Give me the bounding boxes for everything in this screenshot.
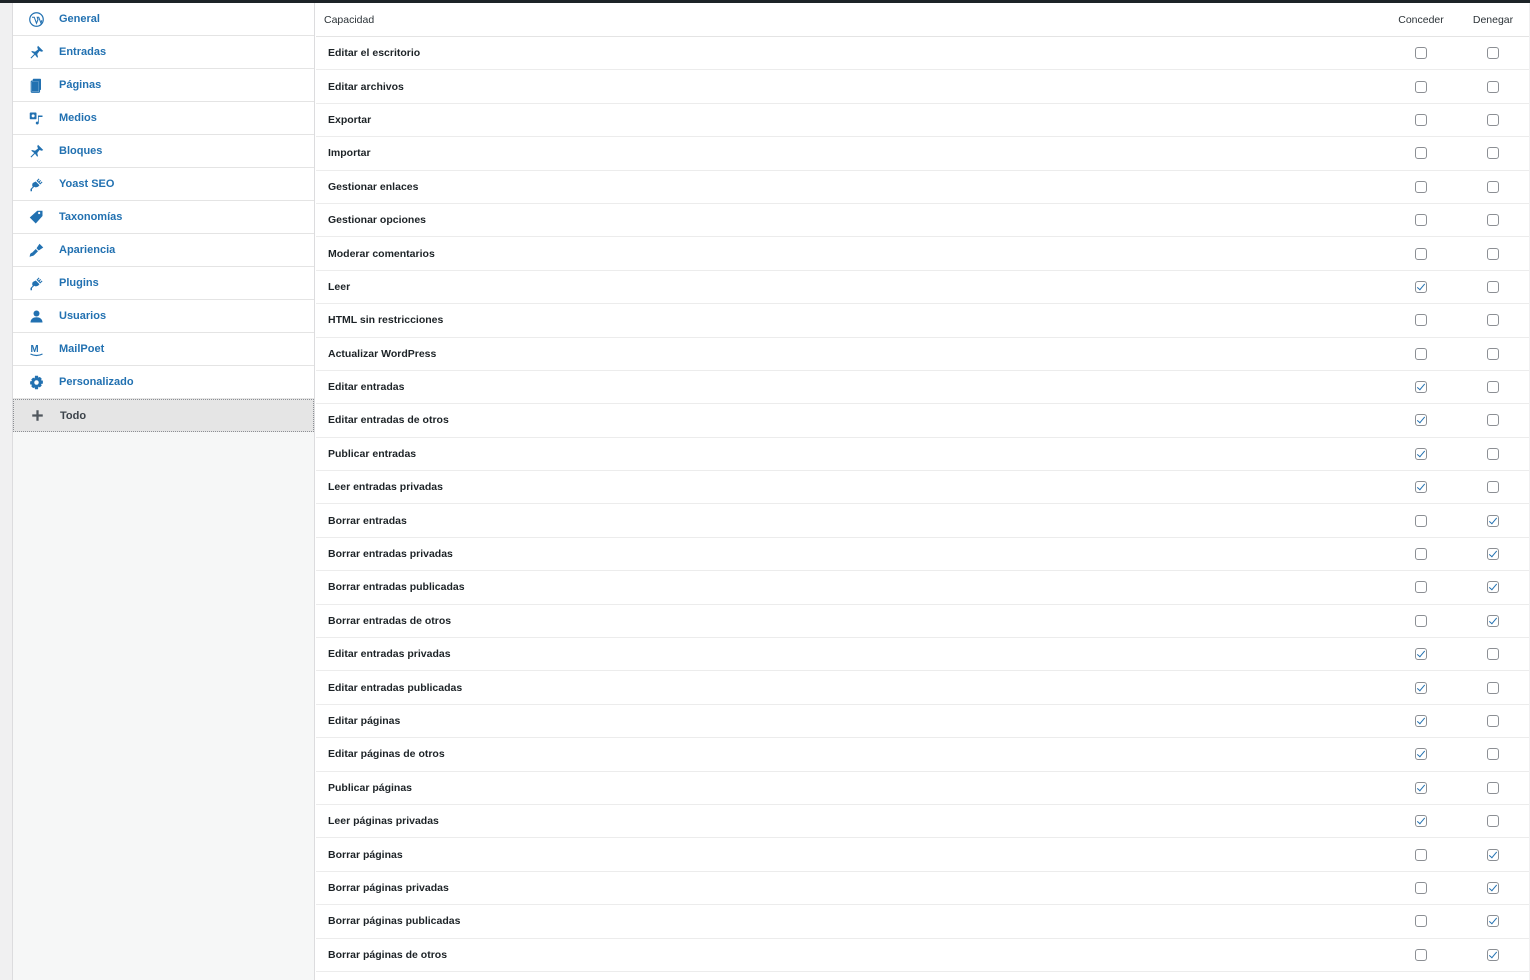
deny-checkbox[interactable] (1487, 47, 1499, 59)
deny-cell (1457, 114, 1529, 126)
deny-cell (1457, 782, 1529, 794)
plus-icon (14, 408, 60, 423)
capability-name: Editar entradas de otros (328, 414, 449, 427)
table-row (316, 237, 1529, 270)
grant-checkbox[interactable] (1415, 114, 1427, 126)
sidebar-item-label: Yoast SEO (59, 178, 115, 190)
sidebar-item-todo[interactable] (13, 399, 314, 432)
sidebar-item-label: Personalizado (59, 376, 134, 388)
capability-name: Borrar páginas publicadas (328, 915, 461, 928)
table-row (316, 171, 1529, 204)
grant-cell (1385, 147, 1457, 159)
grant-cell (1385, 314, 1457, 326)
grant-checkbox[interactable] (1415, 648, 1427, 660)
table-row (316, 705, 1529, 738)
column-header-deny: Denegar (1472, 13, 1514, 26)
sidebar-item-general[interactable] (13, 3, 314, 36)
capability-name: Editar entradas privadas (328, 648, 451, 661)
grant-checkbox[interactable] (1415, 748, 1427, 760)
grant-cell (1385, 414, 1457, 426)
grant-cell (1385, 248, 1457, 260)
pages-icon (13, 78, 59, 93)
capability-name: Actualizar WordPress (328, 347, 437, 360)
capability-groups-sidebar (13, 3, 315, 980)
grant-checkbox[interactable] (1415, 715, 1427, 727)
deny-cell (1457, 581, 1529, 593)
capability-name: Borrar entradas privadas (328, 548, 453, 561)
deny-checkbox[interactable] (1487, 915, 1499, 927)
grant-checkbox[interactable] (1415, 81, 1427, 93)
media-icon (13, 111, 59, 126)
grant-cell (1385, 81, 1457, 93)
deny-cell (1457, 214, 1529, 226)
capability-name: Borrar entradas (328, 514, 407, 527)
table-row (316, 204, 1529, 237)
capability-name: HTML sin restricciones (328, 314, 444, 327)
sidebar-item-taxonomias[interactable] (13, 201, 314, 234)
grant-checkbox[interactable] (1415, 381, 1427, 393)
deny-cell (1457, 915, 1529, 927)
capability-name: Editar entradas publicadas (328, 681, 463, 694)
grant-checkbox[interactable] (1415, 548, 1427, 560)
deny-cell (1457, 815, 1529, 827)
deny-cell (1457, 615, 1529, 627)
table-row (316, 671, 1529, 704)
grant-cell (1385, 949, 1457, 961)
deny-checkbox[interactable] (1487, 515, 1499, 527)
table-body (316, 37, 1529, 972)
sidebar-item-label: Medios (59, 112, 97, 124)
deny-cell (1457, 448, 1529, 460)
grant-checkbox[interactable] (1415, 782, 1427, 794)
capability-name: Leer páginas privadas (328, 815, 439, 828)
deny-checkbox[interactable] (1487, 81, 1499, 93)
capabilities-table (316, 3, 1529, 980)
grant-cell (1385, 849, 1457, 861)
deny-checkbox[interactable] (1487, 181, 1499, 193)
capability-name: Exportar (328, 113, 372, 126)
deny-cell (1457, 147, 1529, 159)
grant-cell (1385, 381, 1457, 393)
grant-checkbox[interactable] (1415, 414, 1427, 426)
plug-icon (13, 276, 59, 291)
capability-name: Editar entradas (328, 381, 405, 394)
table-row (316, 738, 1529, 771)
table-row (316, 471, 1529, 504)
sidebar-item-label: General (59, 13, 100, 25)
grant-cell (1385, 715, 1457, 727)
deny-cell (1457, 181, 1529, 193)
sidebar-item-mailpoet[interactable] (13, 333, 314, 366)
table-row (316, 338, 1529, 371)
sidebar-item-entradas[interactable] (13, 36, 314, 69)
tag-icon (13, 210, 59, 225)
grant-checkbox[interactable] (1415, 682, 1427, 694)
table-row (316, 905, 1529, 938)
deny-cell (1457, 348, 1529, 360)
sidebar-item-label: Bloques (59, 145, 103, 157)
table-row (316, 838, 1529, 871)
grant-checkbox[interactable] (1415, 214, 1427, 226)
deny-cell (1457, 548, 1529, 560)
table-row (316, 438, 1529, 471)
deny-checkbox[interactable] (1487, 682, 1499, 694)
grant-checkbox[interactable] (1415, 915, 1427, 927)
capability-name: Editar páginas (328, 715, 401, 727)
table-row (316, 137, 1529, 170)
sidebar-item-usuarios[interactable] (13, 300, 314, 333)
sidebar-item-label: Entradas (59, 46, 107, 58)
deny-checkbox[interactable] (1487, 715, 1499, 727)
deny-checkbox[interactable] (1487, 114, 1499, 126)
grant-cell (1385, 815, 1457, 827)
deny-checkbox[interactable] (1487, 548, 1499, 560)
deny-cell (1457, 281, 1529, 293)
sidebar-item-label: Todo (60, 409, 87, 422)
deny-checkbox[interactable] (1487, 481, 1499, 493)
grant-cell (1385, 281, 1457, 293)
deny-checkbox[interactable] (1487, 448, 1499, 460)
grant-checkbox[interactable] (1415, 348, 1427, 360)
deny-checkbox[interactable] (1487, 147, 1499, 159)
deny-checkbox[interactable] (1487, 581, 1499, 593)
deny-cell (1457, 248, 1529, 260)
column-header-capability: Capacidad (324, 13, 375, 26)
sidebar-item-medios[interactable] (13, 102, 314, 135)
grant-cell (1385, 548, 1457, 560)
grant-checkbox[interactable] (1415, 515, 1427, 527)
table-row (316, 371, 1529, 404)
grant-checkbox[interactable] (1415, 815, 1427, 827)
plug-icon (13, 177, 59, 192)
grant-cell (1385, 515, 1457, 527)
grant-checkbox[interactable] (1415, 882, 1427, 894)
grant-checkbox[interactable] (1415, 581, 1427, 593)
table-row (316, 70, 1529, 103)
svg-text:M: M (30, 343, 39, 355)
grant-cell (1385, 181, 1457, 193)
sidebar-item-label: Taxonomías (59, 211, 123, 223)
table-row (316, 104, 1529, 137)
deny-cell (1457, 81, 1529, 93)
deny-checkbox[interactable] (1487, 949, 1499, 961)
gear-icon (13, 375, 59, 390)
user-icon (13, 309, 59, 324)
capability-name: Borrar entradas publicadas (328, 581, 465, 594)
deny-cell (1457, 414, 1529, 426)
deny-checkbox[interactable] (1487, 248, 1499, 260)
grant-cell (1385, 47, 1457, 59)
capability-name: Borrar páginas (328, 848, 403, 861)
grant-checkbox[interactable] (1415, 147, 1427, 159)
sidebar-item-apariencia[interactable] (13, 234, 314, 267)
grant-checkbox[interactable] (1415, 481, 1427, 493)
deny-cell (1457, 314, 1529, 326)
grant-checkbox[interactable] (1415, 949, 1427, 961)
grant-cell (1385, 915, 1457, 927)
grant-checkbox[interactable] (1415, 314, 1427, 326)
capability-name: Gestionar opciones (328, 214, 427, 227)
deny-cell (1457, 748, 1529, 760)
capability-name: Publicar páginas (328, 781, 413, 794)
table-row (316, 538, 1529, 571)
deny-cell (1457, 949, 1529, 961)
capability-name: Editar el escritorio (328, 47, 421, 60)
sidebar-item-yoast-seo[interactable] (13, 168, 314, 201)
grant-cell (1385, 682, 1457, 694)
grant-checkbox[interactable] (1415, 181, 1427, 193)
capability-name: Borrar páginas privadas (328, 881, 449, 894)
table-row (316, 638, 1529, 671)
capability-name: Leer (328, 280, 351, 293)
brush-icon (13, 243, 59, 258)
capabilities-editor (12, 3, 1528, 980)
deny-checkbox[interactable] (1487, 782, 1499, 794)
table-row (316, 37, 1529, 70)
wordpress-icon (13, 12, 59, 27)
capability-name: Publicar entradas (328, 447, 417, 460)
sidebar-item-label: Plugins (59, 277, 99, 289)
sidebar-item-label: Apariencia (59, 244, 116, 256)
sidebar-item-plugins[interactable] (13, 267, 314, 300)
sidebar-item-paginas[interactable] (13, 69, 314, 102)
grant-checkbox[interactable] (1415, 615, 1427, 627)
table-row (316, 939, 1529, 972)
table-row (316, 271, 1529, 304)
deny-checkbox[interactable] (1487, 615, 1499, 627)
deny-checkbox[interactable] (1487, 281, 1499, 293)
sidebar-item-label: MailPoet (59, 343, 105, 355)
capability-name: Gestionar enlaces (328, 180, 419, 193)
capability-name: Borrar páginas de otros (328, 948, 448, 961)
deny-checkbox[interactable] (1487, 414, 1499, 426)
deny-cell (1457, 481, 1529, 493)
grant-checkbox[interactable] (1415, 248, 1427, 260)
grant-cell (1385, 448, 1457, 460)
grant-cell (1385, 648, 1457, 660)
grant-checkbox[interactable] (1415, 849, 1427, 861)
grant-cell (1385, 481, 1457, 493)
table-row (316, 504, 1529, 537)
deny-cell (1457, 381, 1529, 393)
grant-checkbox[interactable] (1415, 281, 1427, 293)
deny-checkbox[interactable] (1487, 348, 1499, 360)
deny-cell (1457, 47, 1529, 59)
table-row (316, 605, 1529, 638)
deny-checkbox[interactable] (1487, 815, 1499, 827)
column-header-grant: Conceder (1398, 13, 1444, 26)
deny-checkbox[interactable] (1487, 314, 1499, 326)
table-row (316, 872, 1529, 905)
grant-cell (1385, 581, 1457, 593)
table-row (316, 571, 1529, 604)
grant-cell (1385, 882, 1457, 894)
deny-checkbox[interactable] (1487, 849, 1499, 861)
grant-cell (1385, 615, 1457, 627)
capability-name: Moderar comentarios (328, 247, 435, 260)
table-row (316, 805, 1529, 838)
grant-cell (1385, 782, 1457, 794)
sidebar-item-label: Usuarios (59, 310, 107, 322)
capability-name: Editar páginas de otros (328, 748, 445, 761)
deny-checkbox[interactable] (1487, 648, 1499, 660)
deny-cell (1457, 715, 1529, 727)
grant-checkbox[interactable] (1415, 448, 1427, 460)
deny-cell (1457, 849, 1529, 861)
deny-checkbox[interactable] (1487, 882, 1499, 894)
capability-name: Editar archivos (328, 80, 404, 93)
table-row (316, 772, 1529, 805)
deny-checkbox[interactable] (1487, 381, 1499, 393)
sidebar-item-label: Páginas (59, 79, 102, 91)
deny-checkbox[interactable] (1487, 214, 1499, 226)
grant-cell (1385, 348, 1457, 360)
pin-icon (13, 45, 59, 60)
pin-icon (13, 144, 59, 159)
capability-name: Leer entradas privadas (328, 481, 443, 494)
grant-cell (1385, 214, 1457, 226)
deny-cell (1457, 682, 1529, 694)
grant-cell (1385, 114, 1457, 126)
grant-cell (1385, 748, 1457, 760)
deny-cell (1457, 515, 1529, 527)
table-header (316, 3, 1529, 37)
deny-cell (1457, 648, 1529, 660)
table-row (316, 404, 1529, 437)
deny-checkbox[interactable] (1487, 748, 1499, 760)
table-row (316, 304, 1529, 337)
sidebar-item-personalizado[interactable] (13, 366, 314, 399)
mailpoet-icon (13, 342, 59, 357)
capability-name: Importar (328, 147, 371, 160)
capability-name: Borrar entradas de otros (328, 614, 452, 627)
grant-checkbox[interactable] (1415, 47, 1427, 59)
sidebar-item-bloques[interactable] (13, 135, 314, 168)
deny-cell (1457, 882, 1529, 894)
